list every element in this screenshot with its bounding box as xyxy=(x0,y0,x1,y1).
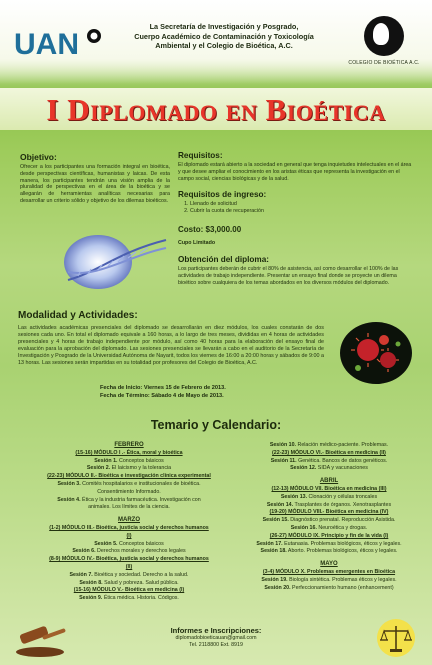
objetivo-heading: Objetivo: xyxy=(20,152,57,162)
module-heading: (15-16) MÓDULO V.- Bioética en medicina (I) xyxy=(73,587,185,594)
session-item: Sesión 4. Ética y la industria farmacéutica. Investigación con xyxy=(57,496,201,503)
footer-tel: Tel. 2118800 Ext. 8919 xyxy=(189,642,243,648)
fecha-inicio: Fecha de Inicio: Viernes 15 de Febrero de 2013. xyxy=(100,385,226,391)
list-item: 2. Cubrir la cuota de recuperación xyxy=(190,208,414,215)
objetivo-section xyxy=(20,152,170,205)
ingreso-list xyxy=(190,201,414,215)
session-item: Sesión 8. Salud y pobreza. Salud pública. xyxy=(79,579,179,586)
session-item: Sesión 17. Eutanasia. Problemas biológicos, éticos y legales. xyxy=(256,540,402,547)
module-heading: (12-13) MÓDULO VII. Bioética en medicina (III) xyxy=(271,485,387,492)
module-heading: (8-9) MÓDULO IV.- Bioética, justicia social y derechos humanos xyxy=(49,556,209,563)
requisitos-heading: Requisitos: xyxy=(178,151,223,160)
header-line-1: La Secretaría de Investigación y Posgrado, xyxy=(149,22,299,31)
month-heading: MARZO xyxy=(118,517,140,524)
module-heading: (I) xyxy=(126,532,132,539)
session-item: Sesión 20. Perfeccionamiento humano (enhancement) xyxy=(264,584,394,591)
module-heading: (II) xyxy=(125,563,133,570)
module-heading: (15-16) MÓDULO I .- Ética, moral y bioética xyxy=(75,449,183,456)
obtencion-text: Los participantes deberán de cubrir el 80% de asistencia, así como desarrollar el 100% de las actividades de trabajo independiente. Presentar un ensayo final donde se proyecte un dilema bioético sobre cualquiera de los temas abordados en los diversos módulos del diplomado. xyxy=(178,266,399,286)
module-heading: (19-20) MÓDULO VIII.- Bioética en medicina (IV) xyxy=(269,509,389,516)
footer xyxy=(0,626,432,649)
session-item: Sesión 15. Diagnóstico prenatal. Reproducción Asistida. xyxy=(262,517,396,524)
module-heading: (1-2) MÓDULO III.- Bioética, justicia social y derechos humanos xyxy=(49,524,209,531)
session-item: Sesión 2. El laicismo y la tolerancia xyxy=(86,465,172,472)
session-item: Sesión 3. Comités hospitalarios e institucionales de bioética. xyxy=(57,480,201,487)
module-heading: (26-27) MÓDULO IX. Principio y fin de la vida (I) xyxy=(269,532,389,539)
session-item: Consentimiento Informado. xyxy=(97,488,161,495)
objetivo-text: Ofrecer a los participantes una formación integral en bioética, desde perspectivas científicas, humanistas y laicas. De esta manera, los participantes tendrán una visión amplia de la pluralidad de perspectivas en el área de la bioética y se allegarán de herramientas analíticas necesarias para desarrollar un criterio sólido y objetivo de los dilemas bioéticos. xyxy=(20,164,170,204)
month-heading: FEBRERO xyxy=(114,442,144,448)
colegio-bioetica-logo xyxy=(348,16,420,72)
month-heading: MAYO xyxy=(320,561,338,568)
header-text xyxy=(118,22,330,51)
session-item: Sesión 6. Derechos morales y derechos legales xyxy=(72,548,186,555)
session-item: Sesión 19. Biología sintética. Problemas éticos y legales. xyxy=(261,576,397,583)
requisitos-column xyxy=(178,151,414,287)
colegio-logo-label: COLEGIO DE BIOÉTICA A.C. xyxy=(348,60,420,66)
footer-heading: Informes e Inscripciones: xyxy=(170,626,262,635)
calendar-right-column xyxy=(238,442,420,592)
requisitos-text: El diplomado estará abierto a la sociedad en general que tenga inquietudes intelectuales en el área y que desee ampliar el conocimiento en los aristas éticas que representa la investigación en el campo social, ciencias biológicas y de la salud. xyxy=(178,162,412,182)
cupo-label: Cupo Limitado xyxy=(178,240,216,247)
session-item: animales. Los límites de la ciencia. xyxy=(88,504,170,511)
module-heading: (22-23) MÓDULO II.- Bioética e investigación clínica experimental xyxy=(47,473,211,480)
session-item: Sesión 12. SIDA y vacunaciones xyxy=(290,465,368,472)
session-item: Sesión 18. Aborto. Problemas biológicos, éticos y legales. xyxy=(260,548,398,555)
modalidad-text: Las actividades académicas presenciales del diplomado se desarrollarán en diez módulos, los cuales constarán de dos sesiones cada uno. En total el diplomado equivale a 160 horas, a lo largo de tres meses, divididas en 4 horas de actividades presenciales y 4 horas de trabajo independiente por módulo, así como 40 horas para la elaboración del ensayo final de evaluación para la aprobación del diplomado. Las sesiones presenciales se llevarán a cabo en el auditorio de la Secretaría de Investigación y Posgrado de la Universidad Autónoma de Nayarit, todos los viernes de 16:00 a 20:00 horas y sábados de 9:00 a 13 horas. Las sesiones serán impartidas en su totalidad por profesores del Colegio de Bioética, A.C. xyxy=(18,325,324,366)
month-heading: ABRIL xyxy=(319,478,339,485)
uan-logo-text: UAN xyxy=(14,28,79,60)
calendar-left-column xyxy=(20,442,238,603)
session-item: Sesión 9. Ética médica. Historia. Códigos. xyxy=(79,595,179,602)
session-item: Sesión 16. Neuroética y drogas. xyxy=(290,524,368,531)
header xyxy=(0,0,432,84)
modalidad-section xyxy=(18,310,324,367)
dna-image xyxy=(58,232,168,290)
fechas-block xyxy=(100,384,340,400)
uan-logo xyxy=(14,26,102,60)
fecha-termino: Fecha de Término: Sábado 4 de Mayo de 2013. xyxy=(100,393,224,399)
temario-heading: Temario y Calendario: xyxy=(150,418,282,432)
session-item: Sesión 13. Clonación y células troncales xyxy=(280,493,378,500)
session-item: Sesión 7. Bioética y sociedad. Derecho a la salud. xyxy=(69,571,189,578)
session-item: Sesión 10. Relación médico-paciente. Problemas. xyxy=(269,442,389,448)
list-item: 1. Llenado de solicitud xyxy=(190,201,414,208)
obtencion-heading: Obtención del diploma: xyxy=(178,255,269,265)
session-item: Sesión 11. Genética. Bancos de datos genéticos. xyxy=(270,457,388,464)
page-title: I Diplomado en Bioética xyxy=(46,92,386,127)
virus-image xyxy=(338,320,414,386)
scale-of-justice-icon xyxy=(376,618,416,658)
module-heading: (22-23) MÓDULO VI.- Bioética en medicina (II) xyxy=(272,449,386,456)
session-item: Sesión 5. Conceptos básicos xyxy=(94,540,164,547)
session-item: Sesión 1. Conceptos básicos xyxy=(94,457,164,464)
costo-label: Costo: $3,000.00 xyxy=(178,225,242,235)
header-line-3: Ambiental y el Colegio de Bioética, A.C. xyxy=(155,41,293,51)
ingreso-heading: Requisitos de ingreso: xyxy=(178,190,267,200)
head-silhouette-icon xyxy=(364,16,404,56)
footer-email: diplomadobioeticauan@gmail.com xyxy=(175,635,257,641)
session-item: Sesión 14. Trasplantes de órganos. Xenotrasplantes xyxy=(266,501,392,508)
modalidad-heading: Modalidad y Actividades: xyxy=(18,310,138,321)
header-line-2: Cuerpo Académico de Contaminación y Toxicología xyxy=(134,31,314,41)
module-heading: (3-4) MÓDULO X. Problemas emergentes en Bioética xyxy=(262,568,396,575)
